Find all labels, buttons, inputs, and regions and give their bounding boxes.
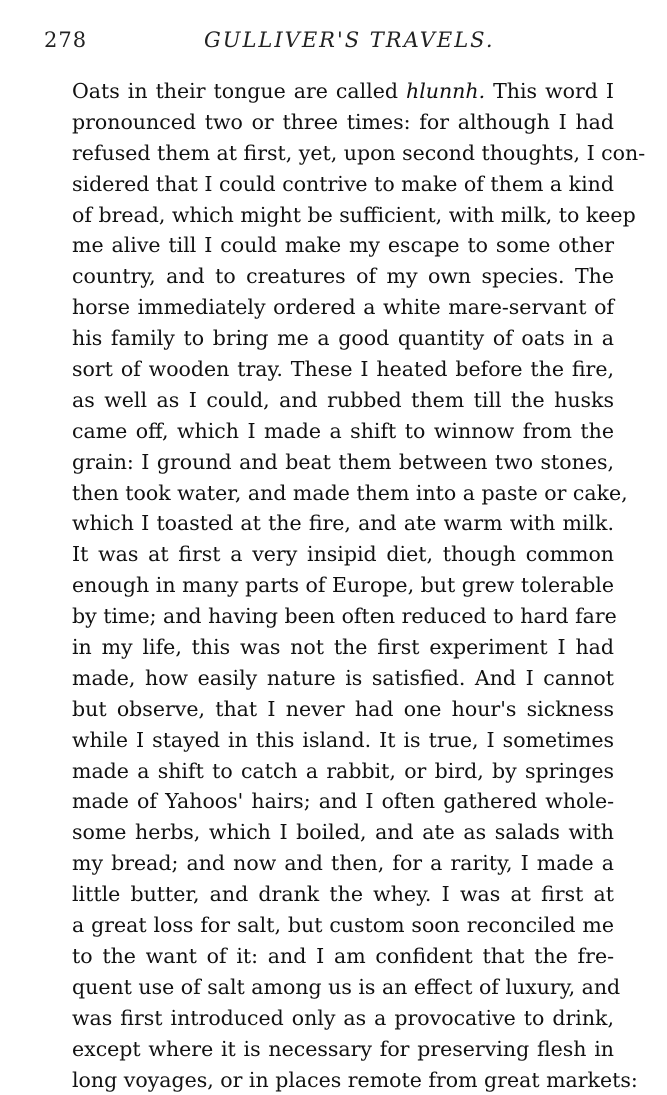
text-line	[72, 478, 614, 509]
text-run: some herbs, which I boiled, and ate as salads with	[72, 820, 614, 844]
text-run: a great loss for salt, but custom soon reconciled me	[72, 913, 614, 937]
text-run: his family to bring me a good quantity of oats in a	[72, 326, 614, 350]
text-line	[72, 786, 614, 817]
text-line	[72, 756, 614, 787]
text-run: country, and to creatures of my own species. The	[72, 264, 614, 288]
text-run: sort of wooden tray. These I heated before the fire,	[72, 357, 614, 381]
text-run: of bread, which might be sufficient, with milk, to keep	[72, 203, 636, 227]
text-run: while I stayed in this island. It is true, I sometimes	[72, 728, 614, 752]
text-line	[72, 972, 614, 1003]
text-run: grain: I ground and beat them between two stones,	[72, 450, 614, 474]
text-line	[72, 694, 614, 725]
text-line	[72, 817, 614, 848]
text-run: sidered that I could contrive to make of them a kind	[72, 172, 614, 196]
text-line	[72, 601, 614, 632]
text-line	[72, 879, 614, 910]
text-run: little butter, and drank the whey. I was at first at	[72, 882, 614, 906]
text-line	[72, 941, 614, 972]
text-run: my bread; and now and then, for a rarity, I made a	[72, 851, 614, 875]
text-run: but observe, that I never had one hour's sickness	[72, 697, 614, 721]
text-line	[72, 725, 614, 756]
text-line	[72, 663, 614, 694]
text-run: which I toasted at the fire, and ate warm with milk.	[72, 511, 614, 535]
text-run: then took water, and made them into a paste or cake,	[72, 481, 628, 505]
text-line	[72, 1065, 614, 1095]
text-line	[72, 354, 614, 385]
text-run: This word I	[485, 79, 614, 103]
text-run: It was at first a very insipid diet, though common	[72, 542, 614, 566]
text-run: made of Yahoos' hairs; and I often gathered whole-	[72, 789, 614, 813]
text-line	[72, 385, 614, 416]
text-run: Oats in their tongue are called	[72, 79, 406, 103]
text-line	[72, 107, 614, 138]
text-run: long voyages, or in places remote from great markets:	[72, 1068, 638, 1092]
text-line	[72, 292, 614, 323]
text-line	[72, 1034, 614, 1065]
text-run: except where it is necessary for preserving flesh in	[72, 1037, 614, 1061]
text-line	[72, 632, 614, 663]
page-header	[44, 28, 616, 58]
text-run: refused them at first, yet, upon second thoughts, I con-	[72, 141, 645, 165]
text-run: to the want of it: and I am confident that the fre-	[72, 944, 614, 968]
text-line	[72, 169, 614, 200]
text-line	[72, 910, 614, 941]
text-run: made, how easily nature is satisfied. And I cannot	[72, 666, 614, 690]
text-line	[72, 230, 614, 261]
text-line	[72, 447, 614, 478]
text-line	[72, 261, 614, 292]
text-line	[72, 200, 614, 231]
text-run: was first introduced only as a provocative to drink,	[72, 1006, 614, 1030]
text-run: enough in many parts of Europe, but grew tolerable	[72, 573, 614, 597]
text-line	[72, 1003, 614, 1034]
text-run: as well as I could, and rubbed them till the husks	[72, 388, 614, 412]
text-run: made a shift to catch a rabbit, or bird, by springes	[72, 759, 614, 783]
text-line	[72, 323, 614, 354]
text-line	[72, 848, 614, 879]
text-run: pronounced two or three times: for although I had	[72, 110, 614, 134]
text-line	[72, 539, 614, 570]
text-line	[72, 138, 614, 169]
text-run: quent use of salt among us is an effect of luxury, and	[72, 975, 620, 999]
italic-word: hlunnh.	[406, 79, 485, 103]
text-run: in my life, this was not the first experiment I had	[72, 635, 614, 659]
text-run: me alive till I could make my escape to some other	[72, 233, 614, 257]
page-number: 278	[44, 28, 87, 52]
text-run: by time; and having been often reduced to hard fare	[72, 604, 617, 628]
text-line	[72, 570, 614, 601]
running-title: GULLIVER'S TRAVELS.	[204, 28, 495, 52]
text-line	[72, 508, 614, 539]
text-line	[72, 416, 614, 447]
body-text	[72, 76, 614, 1095]
text-run: came off, which I made a shift to winnow from the	[72, 419, 614, 443]
text-line	[72, 76, 614, 107]
text-run: horse immediately ordered a white mare-servant of	[72, 295, 614, 319]
